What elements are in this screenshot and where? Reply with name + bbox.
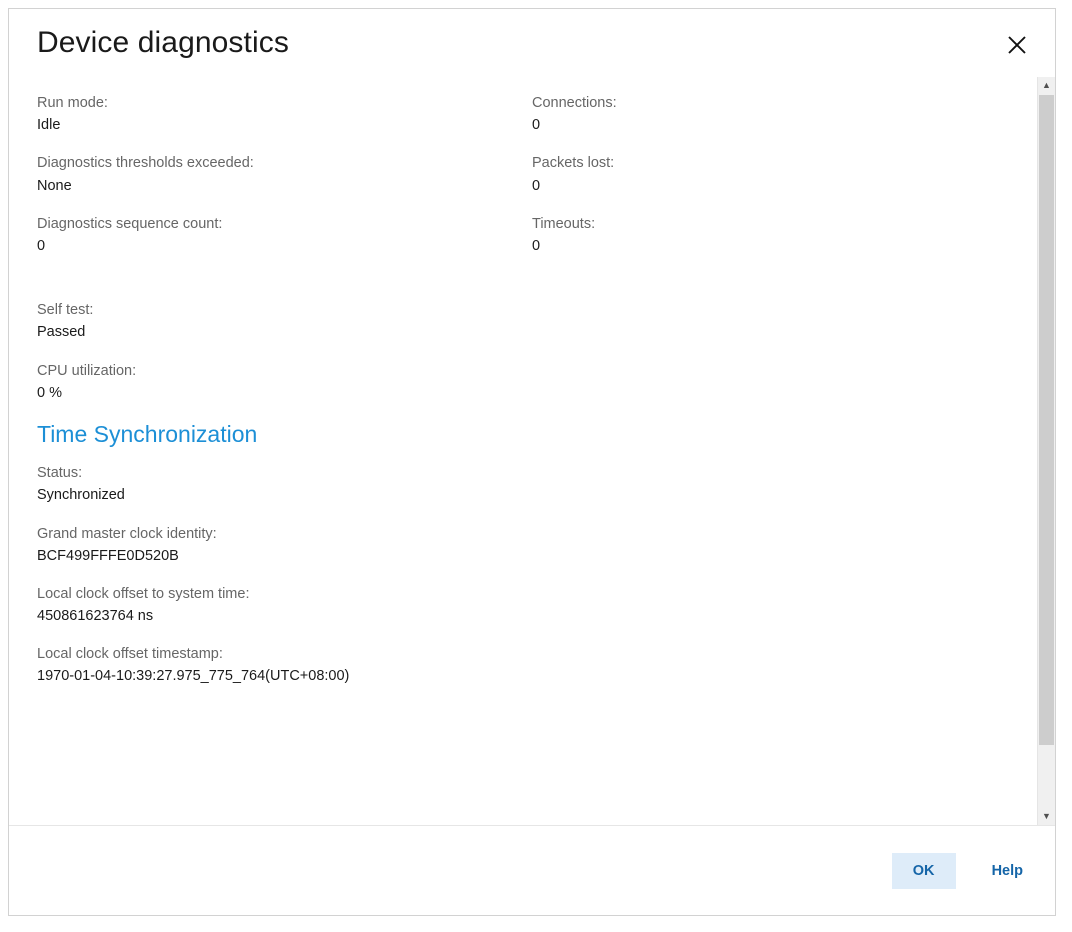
field-connections xyxy=(532,93,1037,136)
field-label: Grand master clock identity: xyxy=(37,525,217,542)
scroll-down-arrow-icon[interactable]: ▼ xyxy=(1042,811,1051,821)
field-label: Status: xyxy=(37,465,83,482)
help-button[interactable]: Help xyxy=(990,853,1025,889)
close-icon[interactable] xyxy=(997,25,1037,65)
ok-button[interactable]: OK xyxy=(892,853,956,889)
field-value: 450861623764 ns xyxy=(37,608,154,624)
field-label: Diagnostics thresholds exceeded: xyxy=(37,155,254,172)
field-run-mode xyxy=(37,93,532,136)
field-value: None xyxy=(37,177,72,194)
field-cpu-utilization xyxy=(37,361,1037,404)
field-value: Idle xyxy=(37,117,61,134)
field-self-test xyxy=(37,300,1037,343)
dialog-titlebar xyxy=(9,9,1055,77)
field-diagnostics-sequence-count xyxy=(37,214,532,257)
field-label: Run mode: xyxy=(37,95,108,111)
field-label: Packets lost: xyxy=(532,155,615,172)
field-packets-lost xyxy=(532,153,1037,196)
field-value: Synchronized xyxy=(37,487,125,504)
device-diagnostics-dialog xyxy=(8,8,1056,916)
diagnostics-top-grid xyxy=(37,93,1037,274)
field-label: Diagnostics sequence count: xyxy=(37,215,223,232)
field-value: 0 xyxy=(532,177,541,194)
dialog-footer xyxy=(9,825,1055,915)
section-spacer xyxy=(37,274,1037,300)
field-value: 0 xyxy=(532,237,541,254)
section-heading-time-synchronization: Time Synchronization xyxy=(37,421,258,448)
field-label: Self test: xyxy=(37,302,94,319)
field-value: 1970-01-04-10:39:27.975_775_764(UTC+08:00) xyxy=(37,668,350,685)
field-value: 0 xyxy=(532,117,541,134)
field-local-clock-offset-timestamp xyxy=(37,644,1037,687)
diagnostics-right-column xyxy=(532,93,1037,274)
field-local-clock-offset-to-system-time xyxy=(37,584,1037,627)
page-title: Device diagnostics xyxy=(37,26,289,59)
field-value: BCF499FFFE0D520B xyxy=(37,547,179,564)
field-value: 0 % xyxy=(37,384,62,401)
time-synchronization-fields xyxy=(37,463,1037,688)
field-status xyxy=(37,463,1037,506)
field-label: Local clock offset timestamp: xyxy=(37,646,223,663)
field-value: 0 xyxy=(37,237,46,254)
scrollbar-thumb[interactable] xyxy=(1039,95,1054,745)
scroll-up-arrow-icon[interactable]: ▲ xyxy=(1042,80,1051,90)
field-label: Local clock offset to system time: xyxy=(37,585,250,602)
diagnostics-left-column xyxy=(37,93,532,274)
field-timeouts xyxy=(532,214,1037,257)
field-label: Connections: xyxy=(532,95,617,111)
diagnostics-lower-fields xyxy=(37,300,1037,404)
field-diagnostics-thresholds-exceeded xyxy=(37,153,532,196)
vertical-scrollbar[interactable] xyxy=(1037,77,1055,825)
diagnostics-content xyxy=(9,77,1037,825)
field-grand-master-clock-identity xyxy=(37,524,1037,567)
dialog-body xyxy=(9,77,1055,825)
field-label: Timeouts: xyxy=(532,215,596,232)
field-value: Passed xyxy=(37,324,86,341)
field-label: CPU utilization: xyxy=(37,362,137,379)
